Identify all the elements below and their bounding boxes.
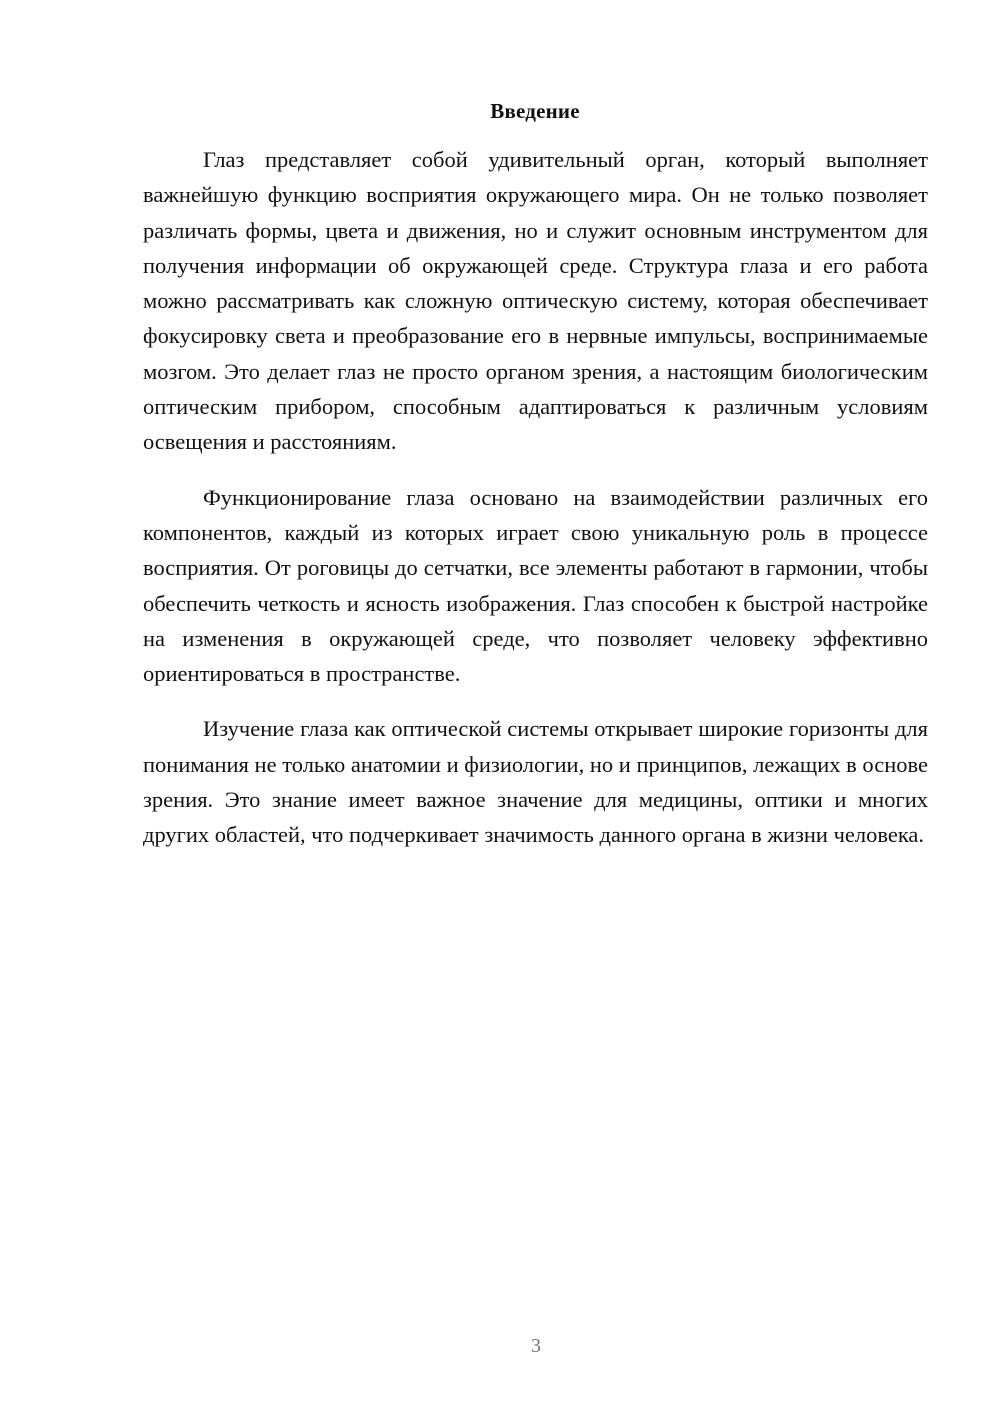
paragraph-1: Глаз представляет собой удивительный орган, который выполняет важнейшую функцию восприятия окружающего мира. Он не только позволяет различать формы, цвета и движения, но и служит основным инструментом для получения информации об окружающей среде. Структура глаза и его работа можно рассматривать как сложную оптическую систему, которая обеспечивает фокусировку света и преобразование его в нервные импульсы, воспринимаемые мозгом. Это делает глаз не просто органом зрения, а настоящим биологическим оптическим прибором, способным адаптироваться к различным условиям освещения и расстояниям. xyxy=(143,147,928,455)
paragraph-3: Изучение глаза как оптической системы открывает широкие горизонты для понимания не только анатомии и физиологии, но и принципов, лежащих в основе зрения. Это знание имеет важное значение для медицины, оптики и многих других областей, что подчеркивает значимость данного органа в жизни человека. xyxy=(143,716,928,848)
page-number: 3 xyxy=(531,1335,541,1357)
paragraph-2: Функционирование глаза основано на взаимодействии различных его компонентов, каждый из которых играет свою уникальную роль в процессе восприятия. От роговицы до сетчатки, все элементы работают в гармонии, чтобы обеспечить четкость и ясность изображения. Глаз способен к быстрой настройке на изменения в окружающей среде, что позволяет человеку эффективно ориентироваться в пространстве. xyxy=(143,484,928,687)
section-title: Введение xyxy=(490,99,580,123)
body-text xyxy=(143,142,928,853)
